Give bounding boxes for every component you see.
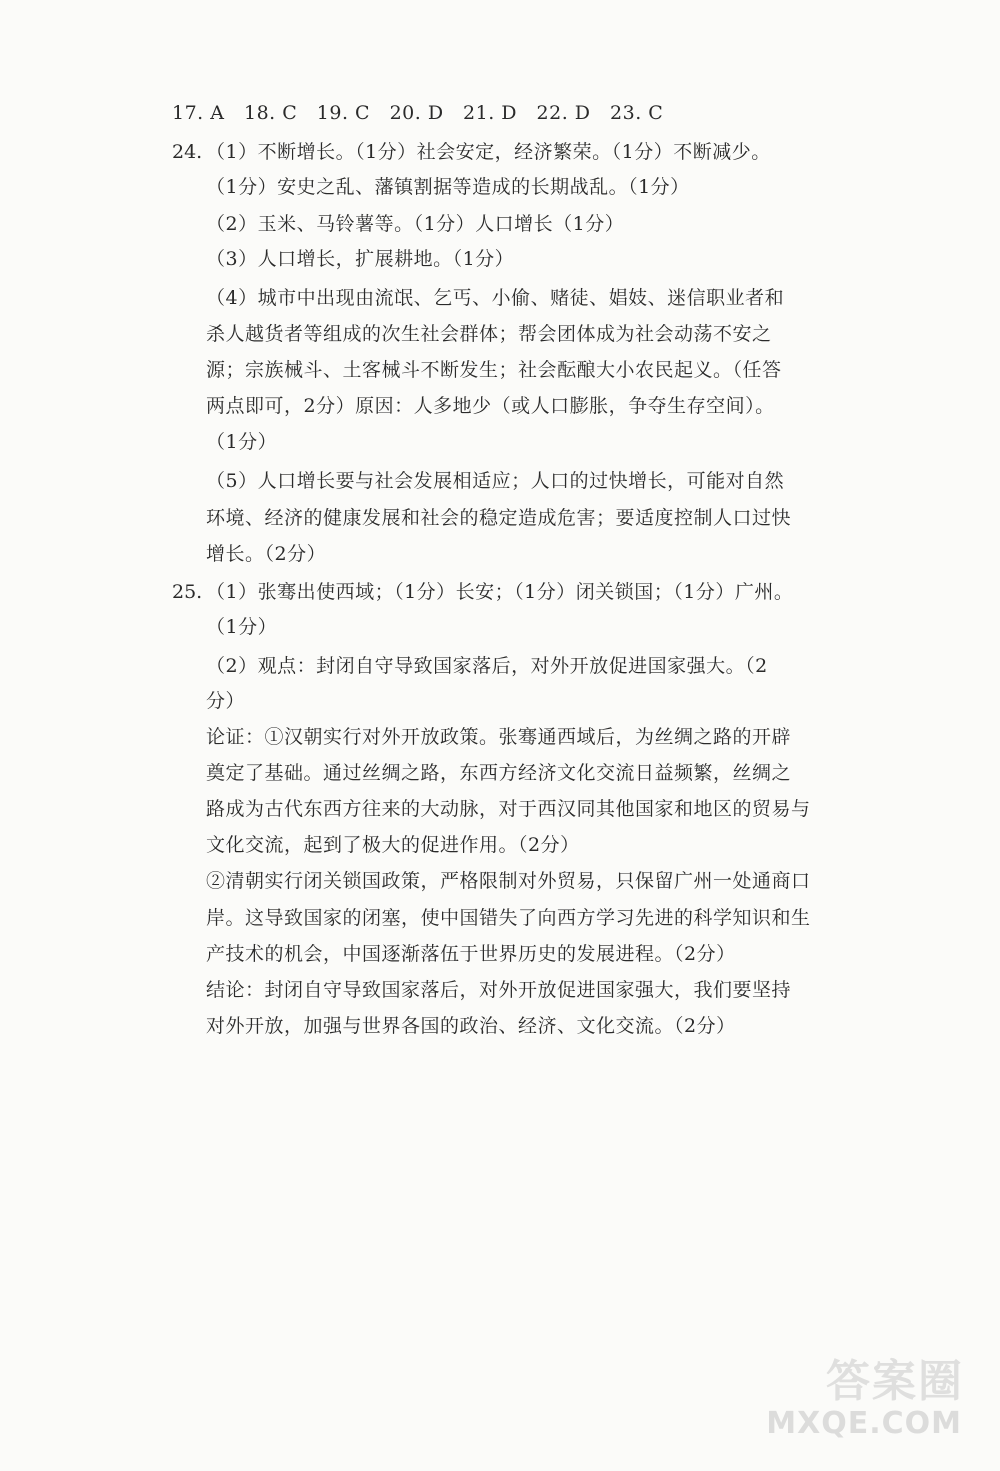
q25-line: （1）张骞出使西域；（1分）长安；（1分）闭关锁国；（1分）广州。 — [206, 581, 794, 603]
question-24-number: 24. — [172, 141, 203, 163]
q25-line: 文化交流，起到了极大的促进作用。（2分） — [206, 834, 580, 856]
q25-line: 论证：①汉朝实行对外开放政策。张骞通西域后，为丝绸之路的开辟 — [206, 726, 792, 748]
q24-line: （4）城市中出现由流氓、乞丐、小偷、赌徒、娼妓、迷信职业者和 — [206, 287, 785, 309]
q24-line: （1）不断增长。（1分）社会安定，经济繁荣。（1分）不断减少。 — [206, 141, 771, 163]
q24-line: （1分）安史之乱、藩镇割据等造成的长期战乱。（1分） — [206, 176, 690, 198]
q25-line: ②清朝实行闭关锁国政策，严格限制对外贸易，只保留广州一处通商口 — [206, 870, 811, 892]
q25-line: 对外开放，加强与世界各国的政治、经济、文化交流。（2分） — [206, 1015, 736, 1037]
question-25-number: 25. — [172, 581, 203, 603]
q24-line: （1分） — [206, 431, 278, 453]
q24-line: 环境、经济的健康发展和社会的稳定造成危害；要适度控制人口过快 — [206, 507, 792, 529]
q24-line: 两点即可，2分）原因：人多地少（或人口膨胀，争夺生存空间）。 — [206, 395, 775, 417]
q24-line: 杀人越货者等组成的次生社会群体；帮会团体成为社会动荡不安之 — [206, 323, 772, 345]
multiple-choice-answers: 17. A 18. C 19. C 20. D 21. D 22. D 23. C — [172, 102, 664, 124]
q24-line: （3）人口增长，扩展耕地。（1分） — [206, 248, 515, 270]
watermark-domain-text: MXQE.COM — [766, 1406, 962, 1441]
q25-line: 结论：封闭自守导致国家落后，对外开放促进国家强大，我们要坚持 — [206, 979, 792, 1001]
q25-line: （2）观点：封闭自守导致国家落后，对外开放促进国家强大。（2 — [206, 655, 768, 677]
q25-line: 产技术的机会，中国逐渐落伍于世界历史的发展进程。（2分） — [206, 943, 736, 965]
watermark-chinese-text: 答案圈 — [826, 1356, 964, 1407]
q24-line: 增长。（2分） — [206, 543, 327, 565]
q24-line: 源；宗族械斗、土客械斗不断发生；社会酝酿大小农民起义。（任答 — [206, 359, 782, 381]
q25-line: （1分） — [206, 616, 278, 638]
q24-line: （2）玉米、马铃薯等。（1分）人口增长（1分） — [206, 213, 625, 235]
q24-line: （5）人口增长要与社会发展相适应；人口的过快增长，可能对自然 — [206, 470, 785, 492]
q25-line: 分） — [206, 690, 246, 712]
q25-line: 路成为古代东西方往来的大动脉，对于西汉同其他国家和地区的贸易与 — [206, 798, 811, 820]
q25-line: 奠定了基础。通过丝绸之路，东西方经济文化交流日益频繁，丝绸之 — [206, 762, 792, 784]
q25-line: 岸。这导致国家的闭塞，使中国错失了向西方学习先进的科学知识和生 — [206, 907, 811, 929]
site-watermark — [754, 1345, 964, 1445]
